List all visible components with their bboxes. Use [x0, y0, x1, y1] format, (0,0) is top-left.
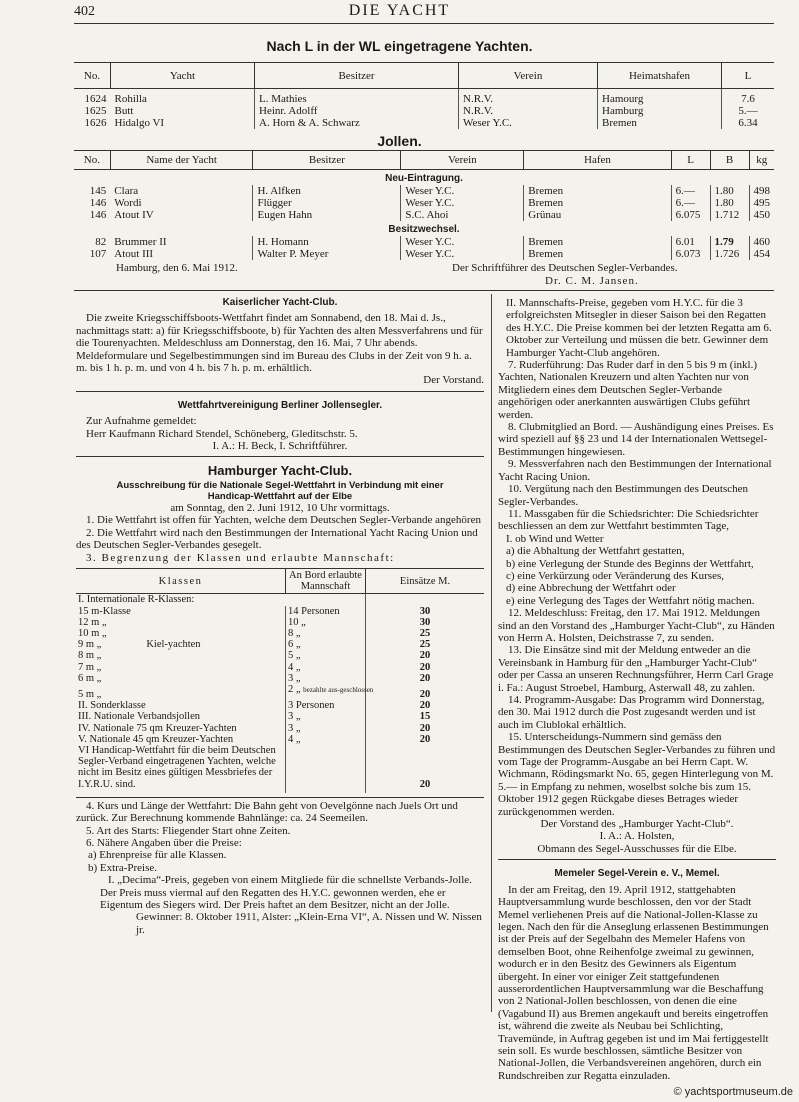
bezahlte-note: bezahlte aus-geschlossen: [303, 685, 374, 694]
para-11-item: e) eine Verlegung des Tages der Wettfahrt nötig machen.: [506, 594, 755, 607]
table-row: 145 Clara H. Alfken Weser Y.C. Bremen 6.— 1.80 498: [74, 185, 774, 197]
table-row: V. Nationale 45 qm Kreuzer-Yachten 4 „ 20: [76, 734, 484, 745]
col-hafen: Hafen: [524, 151, 671, 170]
hyc-title: Hamburger Yacht-Club.: [207, 463, 353, 479]
para-10: 10. Vergütung nach den Bestimmungen des Deutschen Segler-Verbandes.: [498, 483, 749, 508]
jollen-title: Jollen.: [377, 133, 422, 149]
kyc-signature: Der Vorstand.: [423, 374, 484, 387]
table-row: 82 Brummer II H. Homann Weser Y.C. Bremen 6.01 1.79 460: [74, 236, 774, 248]
col-kg: kg: [749, 151, 774, 170]
para-11-item: I. ob Wind und Wetter: [506, 532, 604, 545]
para-3: 3. Begrenzung der Klassen und erlaubte Mannschaft:: [86, 551, 395, 564]
kiel-yachten-label: Kiel-yachten: [146, 639, 201, 651]
wbj-line1: Zur Aufnahme gemeldet:: [86, 415, 197, 428]
col-b: B: [710, 151, 749, 170]
table-row: 6 m „ 3 „ 20: [76, 673, 484, 684]
col-name: Name der Yacht: [110, 151, 253, 170]
divider: [76, 456, 484, 457]
para-11-item: b) eine Verlegung der Stunde des Beginns der Wettfahrt,: [506, 557, 754, 570]
wbj-signature: I. A.: H. Beck, I. Schriftführer.: [212, 440, 348, 453]
col-l: L: [722, 63, 775, 89]
table-row: 1625 Butt Heinr. Adolff N.R.V. Hamburg 5.—: [74, 105, 774, 117]
para-5: 5. Art des Starts: Fliegender Start ohne Zeiten.: [86, 824, 291, 837]
hyc-subtitle: Ausschreibung für die Nationale Segel-Wettfahrt in Verbindung mit einer Handicap-Wettfahrt auf der Elbe: [116, 479, 444, 502]
table-row: 5 m „ 2 „ bezahlte aus-geschlossen 20: [76, 684, 484, 700]
table-row: 146 Wordi Flügger Weser Y.C. Bremen 6.— 1.80 495: [74, 197, 774, 209]
para-1: 1. Die Wettfahrt ist offen für Yachten, welche dem Deutschen Segler-Verbande angehören: [86, 514, 481, 527]
col-verein: Verein: [401, 151, 524, 170]
para-12: 12. Meldeschluss: Freitag, den 17. Mai 1912. Meldungen sind an den Vorstand des „Hamburger Yacht-Club“, zu Händen von Herrn A. Holsten, Deichstrasse 7, zu senden.: [498, 607, 775, 644]
divider: [498, 859, 776, 860]
para-11-item: d) eine Abbrechung der Wettfahrt oder: [506, 582, 676, 595]
para-2: 2. Die Wettfahrt wird nach den Bestimmungen der International Yacht Racing Union und des Deutschen Segler-Verbandes gesegelt.: [76, 526, 478, 552]
table-row: 146 Atout IV Eugen Hahn S.C. Ahoi Grünau 6.075 1.712 450: [74, 209, 774, 221]
wl-table: [74, 62, 774, 129]
para-4: 4. Kurs und Länge der Wettfahrt: Die Bahn geht von Oevelgönne nach Juels Ort und zurück. Zur Berechnung kommende Bahnlänge: ca. 24 Seemeilen.: [76, 797, 484, 825]
table-row: 12 m „ 10 „ 30: [76, 617, 484, 628]
table-row: 7 m „ 4 „ 20: [76, 662, 484, 673]
place-date: Hamburg, den 6. Mai 1912.: [116, 262, 238, 274]
table-row: 9 m „ Kiel-yachten 6 „ 25: [76, 639, 484, 650]
divider: [76, 391, 484, 392]
col-mannschaft: An Bord erlaubte Mannschaft: [286, 568, 366, 593]
kyc-title: Kaiserlicher Yacht-Club.: [222, 297, 338, 308]
table-row: 1624 Rohilla L. Mathies N.R.V. Hamourg 7.6: [74, 93, 774, 105]
signature-name: Dr. C. M. Jansen.: [545, 275, 639, 287]
hyc-signature-1: Der Vorstand des „Hamburger Yacht-Club“.: [540, 818, 734, 831]
table-row: VI Handicap-Wettfahrt für die beim Deutschen Segler-Verband eingetragenen Yachten, welche nicht im Besitz eines gültigen Messbriefes der I.Y.R.U. sind. 20: [76, 745, 484, 793]
col-no: No.: [74, 63, 111, 89]
right-column: [498, 297, 776, 1082]
table-row: 10 m „ 8 „ 25: [76, 628, 484, 639]
para-6b: b) Extra-Preise.: [88, 861, 158, 874]
table-row: 1626 Hidalgo VI A. Horn & A. Schwarz Weser Y.C. Bremen 6.34: [74, 117, 774, 129]
jollen-table: [74, 150, 774, 260]
para-9: 9. Messverfahren nach den Bestimmungen der International Yacht Racing Union.: [498, 458, 772, 483]
kyc-text: Die zweite Kriegsschiffsboots-Wettfahrt findet am Sonnabend, den 18. Mai d. Js., nachmittags statt: a) für Kriegsschiffsboote, b) für Yachten des alten Messverfahrens und für die Tourenyachten. Meldeschluss am Donnerstag, den 16. Mai, 7 Uhr abends. Meldeformulare und Segelbestimmungen sind im Bureau des Clubs in der Zeit von 9 h. a. m. bis 1 h. p. m. und von 4 h. bis 7 h. p. m. erhältlich.: [76, 312, 483, 375]
table-row: 107 Atout III Walter P. Meyer Weser Y.C. Bremen 6.073 1.726 454: [74, 248, 774, 260]
section-rule: [74, 290, 774, 291]
msv-text: In der am Freitag, den 19. April 1912, stattgehabten Hauptversammlung wurde beschlossen, den vor der Stadt Memel verliehenen Preis auf die National-Jollen-Klasse zu legen. Nach den für die Anseglung erlassenen Bestimmungen ist der Preis auf der Segelbahn des Memeler Hafens von demselben Boot, ohne Reihenfolge zweimal zu gewinnen, wodurch er in den Besitz des Gewinners als Eigentum übergeht. In einer vor einiger Zeit stattgefundenen ausserordentlichen Hauptversammlung war die Beschaffung von 2 National-Jollen beschlossen, von denen die eine (Vagabund II) aus Bremen angekauft und bereits eingetroffen ist, während die zweite als Neubau bei Schlichting, Travemünde, in Auftrag gegeben ist und im Mai fertiggestellt sein soll. Es wurde beschlossen, sämtliche Besitzer von National-Jollen, die Verbandsvereinen angehören, durch ein Rundschreiben zur Regatta einzuladen.: [498, 883, 769, 1082]
para-11: 11. Massgaben für die Schiedsrichter: Die Schiedsrichter beschliessen an dem zur Wettfahrt bestimmten Tage,: [498, 507, 759, 533]
journal-title: DIE YACHT: [348, 2, 451, 19]
besitzwechsel-label: Besitzwechsel.: [388, 224, 460, 235]
para-6b-i-winner: Gewinner: 8. Oktober 1911, Alster: „Klein-Erna VI“, A. Nissen und W. Nissen jr.: [136, 911, 482, 936]
table-row: III. Nationale Verbandsjollen 3 „ 15: [76, 711, 484, 722]
col-heimatshafen: Heimatshafen: [598, 63, 722, 89]
hyc-date: am Sonntag, den 2. Juni 1912, 10 Uhr vormittags.: [170, 501, 390, 514]
para-7: 7. Ruderführung: Das Ruder darf in den 5 bis 9 m (inkl.) Yachten, Nationalen Kreuzern und alten Yachten nur von Mitgliedern eines dem Deutschen Segler-Verbande angehörigen oder anerkannten auswärtigen Clubs geführt werden.: [498, 359, 757, 421]
neu-eintragung-label: Neu-Eintragung.: [385, 173, 463, 184]
header-rule: [74, 23, 774, 24]
para-6: 6. Nähere Angaben über die Preise:: [86, 836, 242, 849]
para-6b-i: I. „Decima“-Preis, gegeben von einem Mitgliede für die schnellste Verbands-Jolle. Der Preis muss viermal auf den Regatten des H.Y.C. gewonnen werden, ehe er Eigentum des Siegers wird. Der Preis haftet an dem Besitzer, nicht an der Jolle.: [100, 874, 472, 912]
para-11-item: a) die Abhaltung der Wettfahrt gestatten,: [506, 545, 685, 558]
table-row: II. Sonderklasse 3 Personen 20: [76, 700, 484, 711]
wbj-line2: Herr Kaufmann Richard Stendel, Schöneberg, Gleditschstr. 5.: [86, 427, 358, 440]
col-yacht: Yacht: [111, 63, 255, 89]
para-8: 8. Clubmitglied an Bord. — Aushändigung eines Preises. Es wird speziell auf §§ 23 und 14 der Internationalen Wettsegel-Bestimmungen hingewiesen.: [498, 421, 774, 458]
col-einsaetze: Einsätze M.: [366, 568, 485, 593]
col-no: No.: [74, 151, 110, 170]
col-klassen: Klassen: [76, 568, 286, 593]
klassen-table: [76, 568, 484, 793]
wl-title: Nach L in der WL eingetragene Yachten.: [266, 38, 533, 54]
wbj-title: Wettfahrtvereinigung Berliner Jollensegler.: [177, 399, 383, 411]
para-15: 15. Unterscheidungs-Nummern sind gemäss den Bestimmungen des Deutschen Segler-Verbandes zu führen und vom Tage der Programm-Ausgabe an bei Herrn Capt. W. Wichmann, Rödingsmarkt No. 65, gegen Hinterlegung von M. 5.— in Empfang zu nehmen, woselbst solche bis zum 15. Oktober 1912 gegen Rückgabe dieses Betrages wieder zurückgenommen werden.: [498, 731, 776, 818]
signature-role: Der Schriftführer des Deutschen Segler-Verbandes.: [452, 262, 678, 274]
col-l: L: [671, 151, 710, 170]
table-row: I. Internationale R-Klassen:: [76, 594, 484, 606]
column-divider: [491, 294, 492, 1012]
col-besitzer: Besitzer: [255, 63, 459, 89]
left-column: [76, 297, 484, 936]
table-row: 15 m-Klasse 14 Personen 30: [76, 606, 484, 617]
para-6a: a) Ehrenpreise für alle Klassen.: [88, 849, 227, 862]
para-6b-ii: II. Mannschafts-Preise, gegeben vom H.Y.C. für die 3 erfolgreichsten Mitsegler in dieser Saison bei den Regatten des H.Y.C. Die Preise kommen bei der letzten Regatta am 6. Oktober zur Verteilung und müssen die betr. Gewinner dem Hamburger Yacht-Club angehören.: [506, 297, 772, 359]
col-besitzer: Besitzer: [253, 151, 401, 170]
msv-title: Memeler Segel-Verein e. V., Memel.: [554, 868, 720, 880]
table-row: 8 m „ 5 „ 20: [76, 650, 484, 661]
hyc-signature-3: Obmann des Segel-Ausschusses für die Elbe.: [537, 842, 737, 855]
page-number: 402: [74, 4, 95, 19]
para-13: 13. Die Einsätze sind mit der Meldung entweder an die Vereinsbank in Hamburg für den „Hamburger Yacht-Club“ oder per Cassa an unseren Rechnungsführer, Herrn Carl Grage i. Fa.: August Stroebel, Hamburg, Asterwall 48, zu zahlen.: [498, 644, 774, 694]
table-row: IV. Nationale 75 qm Kreuzer-Yachten 3 „ 20: [76, 723, 484, 734]
para-11-item: c) eine Verkürzung oder Veränderung des Kurses,: [506, 569, 724, 582]
para-14: 14. Programm-Ausgabe: Das Programm wird Donnerstag, den 30. Mai 1912 durch die Post zugesandt werden und ist auch im Clublokal erhältlich.: [498, 694, 765, 731]
watermark: © yachtsportmuseum.de: [673, 1086, 793, 1098]
col-verein: Verein: [459, 63, 598, 89]
hyc-signature-2: I. A.: A. Holsten,: [599, 830, 675, 843]
